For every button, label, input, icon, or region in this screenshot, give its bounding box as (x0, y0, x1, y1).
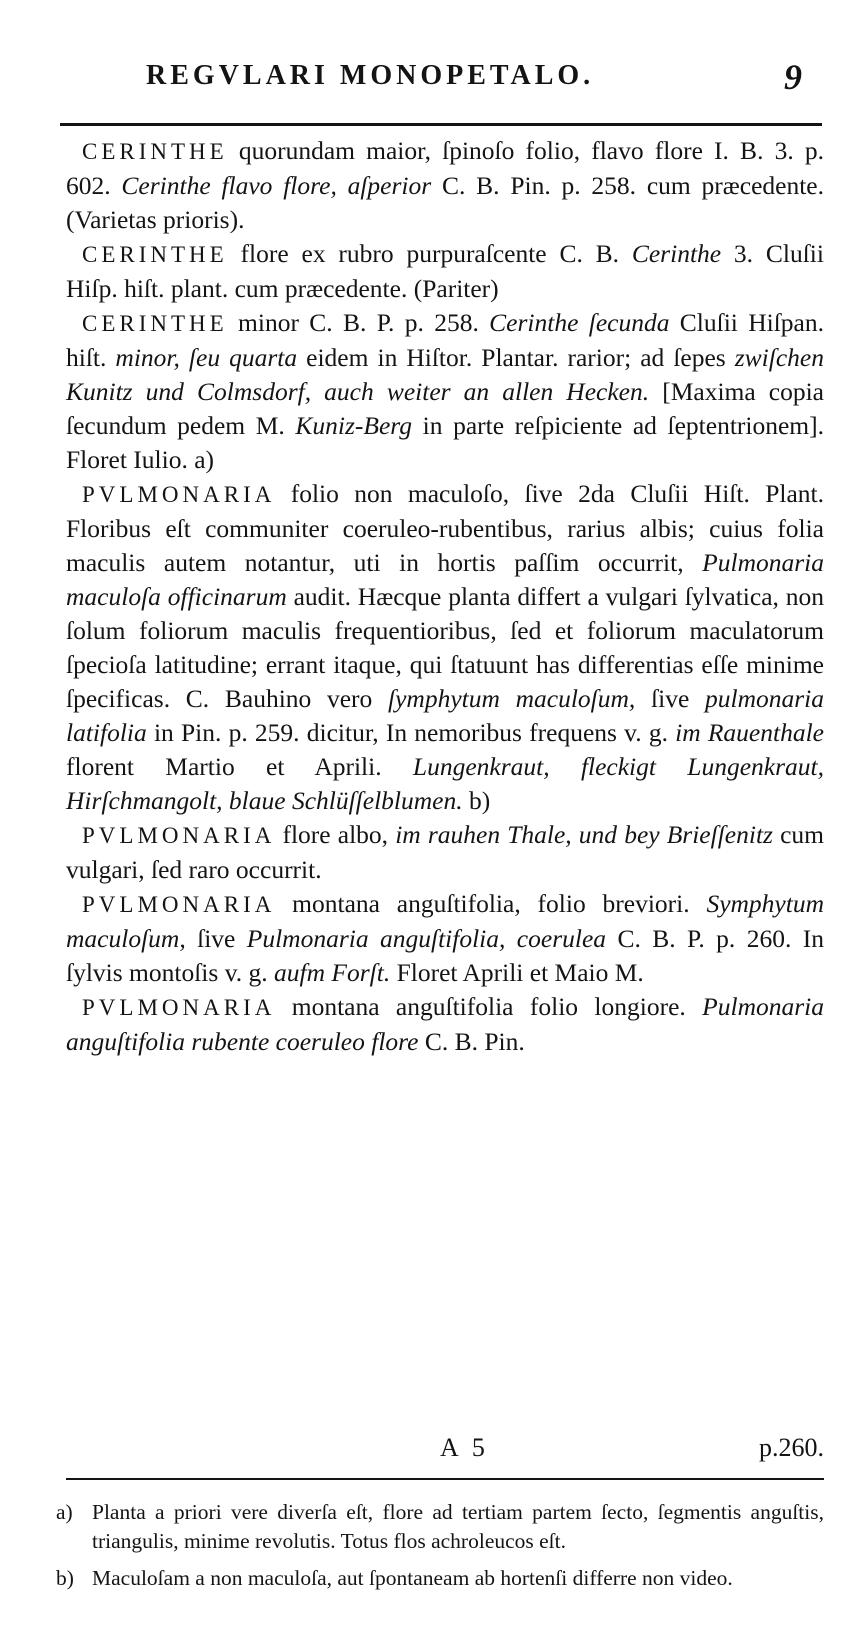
entry-pulmonaria-non-maculosa: PVLMONARIA folio non maculoſo, ſive 2da Cluſii Hiſt. Plant. Floribus eſt communiter coeruleo-rubentibus, rarius albis; cuius folia maculis autem notantur, uti in hortis paſſim occurrit, Pulmonaria maculoſa officinarum audit. Hæcque planta differt a vulgari ſylvatica, non ſolum foliorum maculis frequentioribus, ſed et foliorum maculatorum ſpecioſa latitudine; errant itaque, qui ſtatuunt has differentias eſſe minime ſpecificas. C. Bauhino vero ſymphytum maculoſum, ſive pulmonaria latifolia in Pin. p. 259. dicitur, In nemoribus frequens v. g. im Rauenthale florent Martio et Aprili. Lungenkraut, fleckigt Lungenkraut, Hirſchmangolt, blaue Schlüſſelblumen. b) (66, 479, 824, 815)
entry-cerinthe-minor: CERINTHE minor C. B. P. p. 258. Cerinthe ſecunda Cluſii Hiſpan. hiſt. minor, ſeu quarta eidem in Hiſtor. Plantar. rarior; ad ſepes zwiſchen Kunitz und Colmsdorf, auch weiter an allen Hecken. [Maxima copia ſecundum pedem M. Kuniz-Berg in parte reſpiciente ad ſeptentrionem]. Floret Iulio. a) (66, 308, 824, 474)
entry-name: PVLMONARIA (82, 482, 276, 507)
catchword: p.260. (759, 1433, 824, 1462)
footnote-mark: a) (56, 1500, 73, 1524)
page-number: 9 (784, 57, 802, 97)
running-title: REGVLARI MONOPETALO. (146, 60, 595, 91)
entry-name: PVLMONARIA (82, 823, 276, 848)
footnote-a (56, 1498, 824, 1556)
entry-name: CERINTHE (82, 242, 228, 267)
entry-name: CERINTHE (82, 311, 228, 336)
entry-pulmonaria-flore-albo: PVLMONARIA flore albo, im rauhen Thale, und bey Brieſſenitz cum vulgari, ſed raro occurrit. (66, 820, 824, 884)
entry-name: PVLMONARIA (82, 995, 276, 1020)
footnote-text: Maculoſam a non maculoſa, aut ſpontaneam ab hortenſi differre non video. (92, 1566, 733, 1590)
entry-name: PVLMONARIA (82, 892, 276, 917)
footnote-rule (66, 1478, 824, 1480)
entry-pulmonaria-breviori: PVLMONARIA montana anguſtifolia, folio breviori. Symphytum maculoſum, ſive Pulmonaria anguſtifolia, coerulea C. B. P. p. 260. In ſylvis montoſis v. g. aufm Forſt. Floret Aprili et Maio M. (66, 889, 824, 987)
footnote-b (56, 1564, 824, 1593)
entry-cerinthe-maior: CERINTHE quorundam maior, ſpinoſo folio, flavo flore I. B. 3. p. 602. Cerinthe flavo flore, aſperior C. B. Pin. p. 258. cum præcedente. (Varietas prioris). (66, 136, 824, 234)
header-rule (60, 123, 822, 126)
entry-cerinthe-purpurascens: CERINTHE flore ex rubro purpuraſcente C. B. Cerinthe 3. Cluſii Hiſp. hiſt. plant. cum præcedente. (Pariter) (66, 239, 824, 303)
entry-pulmonaria-longiore: PVLMONARIA montana anguſtifolia folio longiore. Pulmonaria anguſtifolia rubente coeruleo flore C. B. Pin. (66, 992, 824, 1056)
footnote-mark: b) (56, 1566, 74, 1590)
running-head (66, 57, 802, 110)
main-text (66, 134, 824, 1059)
entry-name: CERINTHE (82, 139, 228, 164)
signature-line (66, 1433, 824, 1469)
footnotes (56, 1498, 824, 1601)
footnote-text: Planta a priori vere diverſa eſt, flore ad tertiam partem ſecto, ſegmentis anguſtis, triangulis, minime revolutis. Totus flos achroleucos eſt. (92, 1500, 824, 1553)
signature-mark: A 5 (440, 1433, 489, 1462)
